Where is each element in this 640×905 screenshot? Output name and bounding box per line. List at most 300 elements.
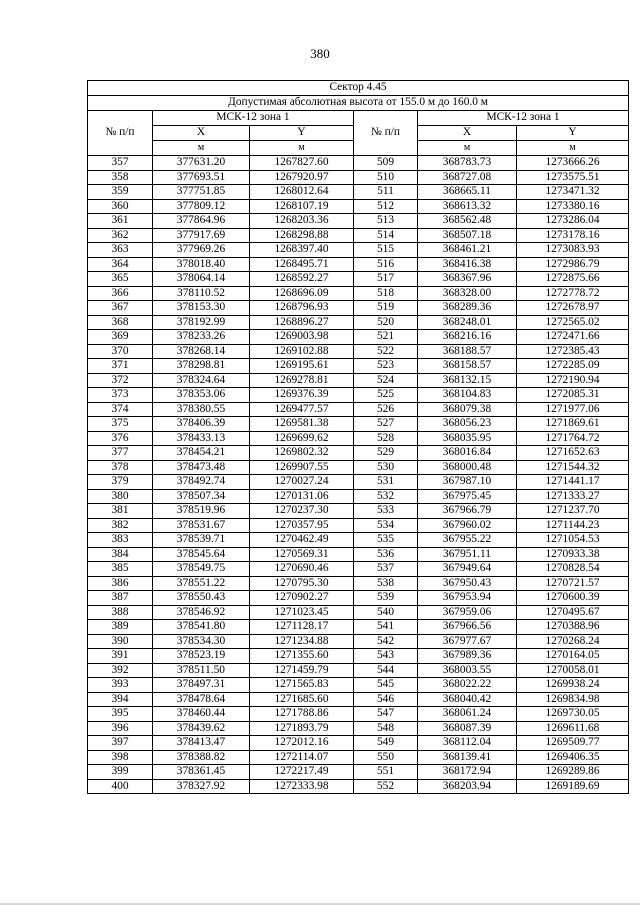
x-value-left: 378324.64 [153, 373, 250, 388]
table-row [88, 460, 629, 475]
y-value-right: 1271764.72 [517, 431, 629, 446]
y-value-right: 1269289.86 [517, 765, 629, 780]
x-value-right: 368132.15 [418, 373, 517, 388]
y-value-right: 1272986.79 [517, 257, 629, 272]
y-value-left: 1270795.30 [250, 576, 354, 591]
x-value-right: 367955.22 [418, 533, 517, 548]
point-number-left: 394 [88, 692, 153, 707]
x-value-right: 368139.41 [418, 750, 517, 765]
point-number-right: 533 [354, 504, 418, 519]
x-value-left: 378361.45 [153, 765, 250, 780]
table-row [88, 547, 629, 562]
x-value-left: 378546.92 [153, 605, 250, 620]
table-row [88, 504, 629, 519]
x-value-left: 378539.71 [153, 533, 250, 548]
x-value-right: 367951.11 [418, 547, 517, 562]
x-value-left: 377751.85 [153, 185, 250, 200]
y-value-left: 1268298.88 [250, 228, 354, 243]
point-number-left: 365 [88, 272, 153, 287]
y-value-left: 1269802.32 [250, 446, 354, 461]
x-value-left: 378511.50 [153, 663, 250, 678]
y-value-left: 1270131.06 [250, 489, 354, 504]
point-number-left: 399 [88, 765, 153, 780]
point-number-left: 362 [88, 228, 153, 243]
y-value-right: 1273575.51 [517, 170, 629, 185]
y-value-left: 1267827.60 [250, 156, 354, 171]
y-value-right: 1271333.27 [517, 489, 629, 504]
point-number-right: 549 [354, 736, 418, 751]
point-number-right: 510 [354, 170, 418, 185]
point-number-right: 529 [354, 446, 418, 461]
x-value-right: 368216.16 [418, 330, 517, 345]
table-row [88, 489, 629, 504]
point-number-left: 369 [88, 330, 153, 345]
point-number-left: 360 [88, 199, 153, 214]
height-caption: Допустимая абсолютная высота от 155.0 м до 160.0 м [88, 96, 629, 111]
point-number-right: 517 [354, 272, 418, 287]
point-number-right: 547 [354, 707, 418, 722]
point-number-right: 534 [354, 518, 418, 533]
x-value-right: 368727.08 [418, 170, 517, 185]
x-value-left: 378551.22 [153, 576, 250, 591]
x-value-right: 368328.00 [418, 286, 517, 301]
point-number-right: 516 [354, 257, 418, 272]
x-value-right: 368022.22 [418, 678, 517, 693]
point-number-left: 366 [88, 286, 153, 301]
point-number-left: 389 [88, 620, 153, 635]
y-value-left: 1269278.81 [250, 373, 354, 388]
point-number-right: 536 [354, 547, 418, 562]
x-value-right: 368061.24 [418, 707, 517, 722]
table-row [88, 736, 629, 751]
point-number-left: 388 [88, 605, 153, 620]
y-value-left: 1269907.55 [250, 460, 354, 475]
point-number-left: 387 [88, 591, 153, 606]
y-value-left: 1268696.09 [250, 286, 354, 301]
y-value-left: 1270462.49 [250, 533, 354, 548]
table-row [88, 475, 629, 490]
x-value-left: 378327.92 [153, 779, 250, 794]
y-value-right: 1271652.63 [517, 446, 629, 461]
x-value-left: 378192.99 [153, 315, 250, 330]
table-body [88, 156, 629, 794]
point-number-right: 551 [354, 765, 418, 780]
y-value-left: 1271565.83 [250, 678, 354, 693]
y-value-right: 1270388.96 [517, 620, 629, 635]
table-row [88, 272, 629, 287]
y-value-right: 1270058.01 [517, 663, 629, 678]
y-value-right: 1271869.61 [517, 417, 629, 432]
x-value-left: 378439.62 [153, 721, 250, 736]
x-value-right: 368172.94 [418, 765, 517, 780]
point-number-left: 370 [88, 344, 153, 359]
point-number-right: 545 [354, 678, 418, 693]
table-row [88, 156, 629, 171]
point-number-right: 530 [354, 460, 418, 475]
y-value-right: 1273178.16 [517, 228, 629, 243]
point-number-left: 361 [88, 214, 153, 229]
x-value-right: 368416.38 [418, 257, 517, 272]
y-value-left: 1270569.31 [250, 547, 354, 562]
table-row [88, 576, 629, 591]
x-value-right: 368003.55 [418, 663, 517, 678]
y-value-left: 1271023.45 [250, 605, 354, 620]
point-number-left: 386 [88, 576, 153, 591]
point-number-left: 372 [88, 373, 153, 388]
point-number-left: 391 [88, 649, 153, 664]
x-value-left: 378406.39 [153, 417, 250, 432]
x-value-left: 377917.69 [153, 228, 250, 243]
y-value-left: 1268107.19 [250, 199, 354, 214]
point-number-left: 368 [88, 315, 153, 330]
unit-y-left: м [250, 141, 354, 156]
y-value-left: 1268012.64 [250, 185, 354, 200]
y-value-right: 1270164.05 [517, 649, 629, 664]
point-number-right: 513 [354, 214, 418, 229]
table-row [88, 402, 629, 417]
point-number-left: 398 [88, 750, 153, 765]
point-number-left: 375 [88, 417, 153, 432]
point-number-right: 527 [354, 417, 418, 432]
y-value-left: 1268397.40 [250, 243, 354, 258]
point-number-left: 383 [88, 533, 153, 548]
x-value-left: 378233.26 [153, 330, 250, 345]
x-value-right: 368248.01 [418, 315, 517, 330]
x-value-left: 378268.14 [153, 344, 250, 359]
x-value-right: 368056.23 [418, 417, 517, 432]
table-row [88, 634, 629, 649]
point-number-right: 520 [354, 315, 418, 330]
zone-header-left: МСК-12 зона 1 [153, 111, 354, 126]
y-value-right: 1269834.98 [517, 692, 629, 707]
point-number-right: 523 [354, 359, 418, 374]
x-value-left: 378298.81 [153, 359, 250, 374]
y-value-right: 1269938.24 [517, 678, 629, 693]
sector-title: Сектор 4.45 [88, 81, 629, 96]
table-row [88, 750, 629, 765]
unit-x-left: м [153, 141, 250, 156]
y-value-left: 1270357.95 [250, 518, 354, 533]
x-value-right: 367960.02 [418, 518, 517, 533]
y-value-right: 1271977.06 [517, 402, 629, 417]
x-value-right: 368203.94 [418, 779, 517, 794]
point-number-right: 535 [354, 533, 418, 548]
point-number-right: 522 [354, 344, 418, 359]
point-number-left: 364 [88, 257, 153, 272]
x-value-left: 377631.20 [153, 156, 250, 171]
table-row [88, 315, 629, 330]
y-value-right: 1269189.69 [517, 779, 629, 794]
table-row [88, 199, 629, 214]
y-value-left: 1269581.38 [250, 417, 354, 432]
y-value-left: 1269376.39 [250, 388, 354, 403]
point-number-right: 537 [354, 562, 418, 577]
x-value-right: 368562.48 [418, 214, 517, 229]
point-number-right: 543 [354, 649, 418, 664]
y-value-left: 1271128.17 [250, 620, 354, 635]
y-value-right: 1272471.66 [517, 330, 629, 345]
y-value-left: 1271788.86 [250, 707, 354, 722]
point-number-right: 531 [354, 475, 418, 490]
y-value-left: 1270027.24 [250, 475, 354, 490]
y-value-left: 1271355.60 [250, 649, 354, 664]
table-row [88, 562, 629, 577]
y-value-right: 1270721.57 [517, 576, 629, 591]
y-value-right: 1270600.39 [517, 591, 629, 606]
y-value-left: 1270690.46 [250, 562, 354, 577]
y-value-left: 1269477.57 [250, 402, 354, 417]
point-number-left: 378 [88, 460, 153, 475]
y-value-left: 1269699.62 [250, 431, 354, 446]
x-value-right: 368158.57 [418, 359, 517, 374]
x-value-left: 378064.14 [153, 272, 250, 287]
x-value-left: 378531.67 [153, 518, 250, 533]
point-number-right: 538 [354, 576, 418, 591]
table-row [88, 185, 629, 200]
x-value-left: 377809.12 [153, 199, 250, 214]
point-number-right: 512 [354, 199, 418, 214]
x-value-right: 368104.83 [418, 388, 517, 403]
page-number: 380 [310, 46, 330, 61]
y-value-right: 1271054.53 [517, 533, 629, 548]
point-number-right: 541 [354, 620, 418, 635]
table-row [88, 779, 629, 794]
y-value-right: 1271441.17 [517, 475, 629, 490]
point-number-left: 357 [88, 156, 153, 171]
point-number-left: 373 [88, 388, 153, 403]
y-value-left: 1268203.36 [250, 214, 354, 229]
x-header-left: X [153, 126, 250, 141]
table-row [88, 620, 629, 635]
x-header-right: X [418, 126, 517, 141]
point-number-left: 380 [88, 489, 153, 504]
table-row [88, 518, 629, 533]
y-value-left: 1268896.27 [250, 315, 354, 330]
x-value-left: 378473.48 [153, 460, 250, 475]
table-row [88, 591, 629, 606]
x-value-left: 378153.30 [153, 301, 250, 316]
x-value-right: 368783.73 [418, 156, 517, 171]
point-number-left: 390 [88, 634, 153, 649]
y-value-right: 1273471.32 [517, 185, 629, 200]
y-value-right: 1271144.23 [517, 518, 629, 533]
x-value-left: 378388.82 [153, 750, 250, 765]
point-number-right: 542 [354, 634, 418, 649]
table-row [88, 533, 629, 548]
point-number-left: 379 [88, 475, 153, 490]
point-number-right: 525 [354, 388, 418, 403]
point-number-left: 393 [88, 678, 153, 693]
x-value-right: 367977.67 [418, 634, 517, 649]
table-row [88, 286, 629, 301]
y-value-right: 1271237.70 [517, 504, 629, 519]
point-number-left: 363 [88, 243, 153, 258]
point-number-right: 552 [354, 779, 418, 794]
x-value-left: 378110.52 [153, 286, 250, 301]
y-value-right: 1269611.68 [517, 721, 629, 736]
point-number-left: 376 [88, 431, 153, 446]
x-value-left: 378380.55 [153, 402, 250, 417]
table-row [88, 446, 629, 461]
y-value-right: 1273083.93 [517, 243, 629, 258]
point-number-left: 371 [88, 359, 153, 374]
point-number-left: 382 [88, 518, 153, 533]
y-value-left: 1272333.98 [250, 779, 354, 794]
point-number-left: 358 [88, 170, 153, 185]
table-row [88, 721, 629, 736]
x-value-right: 368087.39 [418, 721, 517, 736]
point-number-left: 392 [88, 663, 153, 678]
point-number-right: 519 [354, 301, 418, 316]
y-value-right: 1272190.94 [517, 373, 629, 388]
x-value-right: 367959.06 [418, 605, 517, 620]
x-value-left: 377693.51 [153, 170, 250, 185]
x-value-right: 368289.36 [418, 301, 517, 316]
table-row [88, 431, 629, 446]
table-row [88, 301, 629, 316]
y-value-left: 1272114.07 [250, 750, 354, 765]
point-number-right: 528 [354, 431, 418, 446]
x-value-right: 368016.84 [418, 446, 517, 461]
point-number-right: 524 [354, 373, 418, 388]
y-value-right: 1273380.16 [517, 199, 629, 214]
point-number-left: 377 [88, 446, 153, 461]
x-value-right: 368461.21 [418, 243, 517, 258]
y-value-right: 1272285.09 [517, 359, 629, 374]
point-number-left: 385 [88, 562, 153, 577]
point-number-left: 367 [88, 301, 153, 316]
x-value-right: 368188.57 [418, 344, 517, 359]
x-value-left: 378413.47 [153, 736, 250, 751]
point-number-right: 539 [354, 591, 418, 606]
unit-y-right: м [517, 141, 629, 156]
y-value-left: 1268592.27 [250, 272, 354, 287]
point-number-left: 397 [88, 736, 153, 751]
point-number-left: 400 [88, 779, 153, 794]
point-number-left: 374 [88, 402, 153, 417]
point-number-right: 515 [354, 243, 418, 258]
x-value-right: 368507.18 [418, 228, 517, 243]
x-value-left: 378018.40 [153, 257, 250, 272]
point-number-right: 521 [354, 330, 418, 345]
table-row [88, 373, 629, 388]
table-row [88, 707, 629, 722]
table-row [88, 359, 629, 374]
x-value-left: 378478.64 [153, 692, 250, 707]
x-value-left: 378519.96 [153, 504, 250, 519]
x-value-left: 378549.75 [153, 562, 250, 577]
x-value-left: 378454.21 [153, 446, 250, 461]
table-row [88, 663, 629, 678]
point-number-right: 514 [354, 228, 418, 243]
x-value-right: 367975.45 [418, 489, 517, 504]
y-value-right: 1269509.77 [517, 736, 629, 751]
table-row [88, 417, 629, 432]
x-value-left: 378507.34 [153, 489, 250, 504]
table-row [88, 692, 629, 707]
y-value-left: 1272012.16 [250, 736, 354, 751]
y-value-left: 1268796.93 [250, 301, 354, 316]
x-value-right: 367987.10 [418, 475, 517, 490]
point-number-right: 518 [354, 286, 418, 301]
table-row [88, 678, 629, 693]
table-row [88, 170, 629, 185]
zone-header-right: МСК-12 зона 1 [418, 111, 629, 126]
num-header-right: № п/п [354, 111, 418, 156]
y-value-left: 1271893.79 [250, 721, 354, 736]
x-value-right: 368035.95 [418, 431, 517, 446]
y-value-right: 1270268.24 [517, 634, 629, 649]
table-row [88, 649, 629, 664]
y-value-right: 1272778.72 [517, 286, 629, 301]
x-value-right: 367949.64 [418, 562, 517, 577]
y-value-left: 1269003.98 [250, 330, 354, 345]
y-value-right: 1269406.35 [517, 750, 629, 765]
x-value-left: 378433.13 [153, 431, 250, 446]
y-value-left: 1269102.88 [250, 344, 354, 359]
y-value-left: 1268495.71 [250, 257, 354, 272]
y-value-left: 1271459.79 [250, 663, 354, 678]
point-number-right: 526 [354, 402, 418, 417]
y-value-left: 1270902.27 [250, 591, 354, 606]
y-value-left: 1270237.30 [250, 504, 354, 519]
x-value-left: 378492.74 [153, 475, 250, 490]
x-value-right: 367966.56 [418, 620, 517, 635]
num-header-left: № п/п [88, 111, 153, 156]
y-header-left: Y [250, 126, 354, 141]
y-value-right: 1272085.31 [517, 388, 629, 403]
point-number-right: 548 [354, 721, 418, 736]
x-value-right: 368079.38 [418, 402, 517, 417]
point-number-right: 546 [354, 692, 418, 707]
x-value-right: 368000.48 [418, 460, 517, 475]
y-value-left: 1272217.49 [250, 765, 354, 780]
table-row [88, 344, 629, 359]
y-value-right: 1270933.38 [517, 547, 629, 562]
x-value-right: 367953.94 [418, 591, 517, 606]
table-row [88, 388, 629, 403]
table-row [88, 605, 629, 620]
unit-x-right: м [418, 141, 517, 156]
x-value-left: 378534.30 [153, 634, 250, 649]
y-value-right: 1272385.43 [517, 344, 629, 359]
x-value-right: 367989.36 [418, 649, 517, 664]
x-value-right: 368112.04 [418, 736, 517, 751]
y-value-right: 1272678.97 [517, 301, 629, 316]
y-value-right: 1270495.67 [517, 605, 629, 620]
point-number-right: 550 [354, 750, 418, 765]
y-value-right: 1272565.02 [517, 315, 629, 330]
table-row [88, 228, 629, 243]
x-value-left: 378523.19 [153, 649, 250, 664]
x-value-right: 368040.42 [418, 692, 517, 707]
point-number-left: 359 [88, 185, 153, 200]
x-value-left: 378545.64 [153, 547, 250, 562]
y-value-right: 1269730.05 [517, 707, 629, 722]
x-value-left: 377864.96 [153, 214, 250, 229]
table-row [88, 765, 629, 780]
x-value-right: 368665.11 [418, 185, 517, 200]
y-value-right: 1271544.32 [517, 460, 629, 475]
x-value-right: 368613.32 [418, 199, 517, 214]
y-value-left: 1269195.61 [250, 359, 354, 374]
y-value-left: 1271685.60 [250, 692, 354, 707]
y-value-left: 1271234.88 [250, 634, 354, 649]
coordinates-table [87, 80, 629, 794]
table-row [88, 214, 629, 229]
point-number-right: 509 [354, 156, 418, 171]
table-row [88, 330, 629, 345]
